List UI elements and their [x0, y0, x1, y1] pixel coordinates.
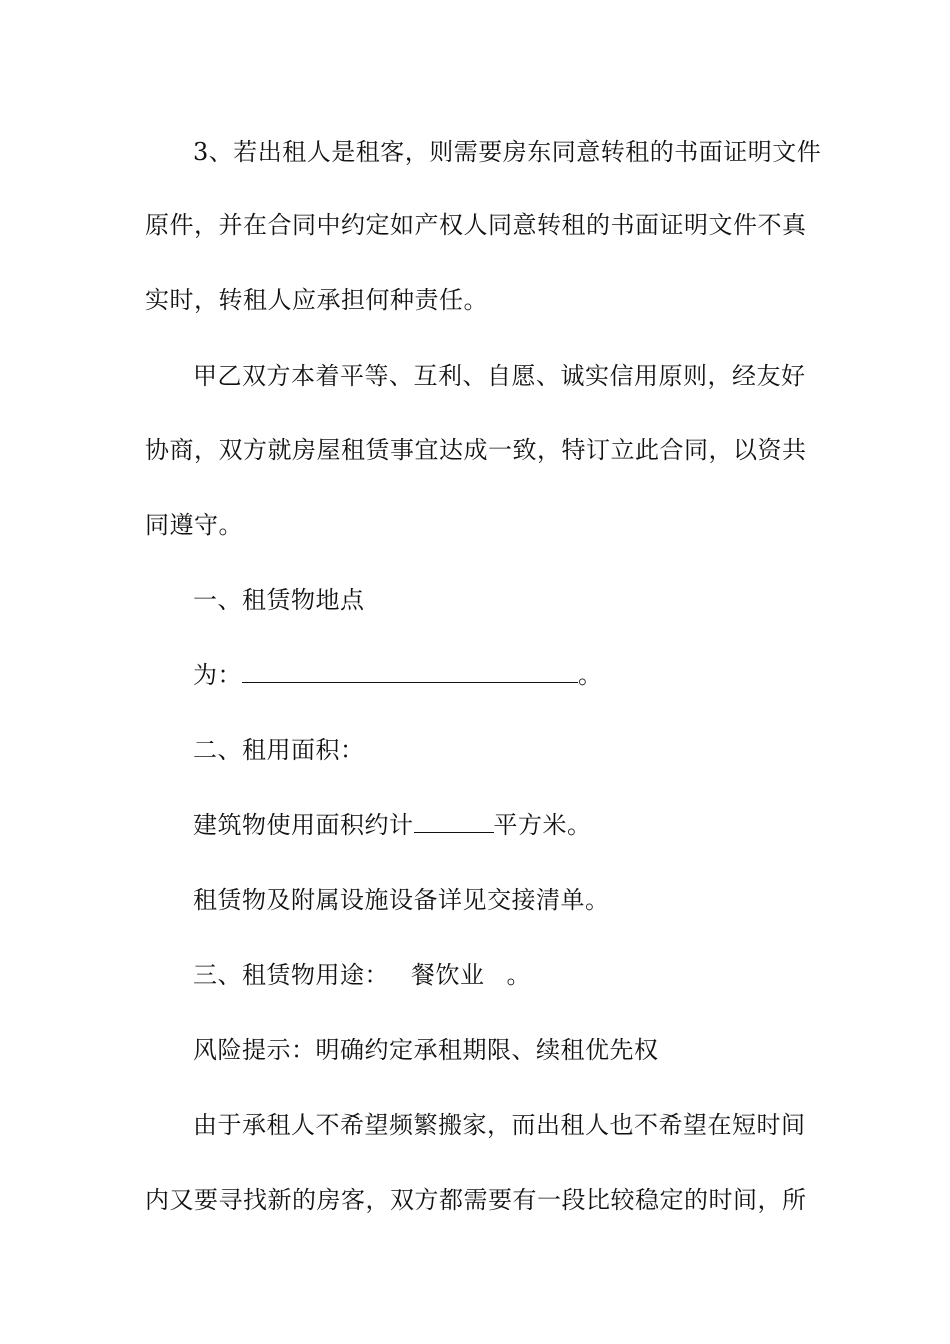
paragraph-line: 租赁物及附属设施设备详见交接清单。	[193, 886, 610, 914]
paragraph-line: 协商，双方就房屋租赁事宜达成一致，特订立此合同，以资共	[145, 436, 807, 464]
section-heading-location: 一、租赁物地点	[193, 586, 365, 614]
area-blank	[414, 806, 494, 833]
section-heading-area: 二、租用面积：	[193, 736, 365, 764]
location-field	[193, 655, 805, 695]
paragraph-line: 由于承租人不希望频繁搬家，而出租人也不希望在短时间	[193, 1111, 806, 1139]
usage-label: 三、租赁物用途：	[193, 961, 389, 989]
paragraph-line: 内又要寻找新的房客，双方都需要有一段比较稳定的时间，所	[145, 1186, 807, 1214]
paragraph-line: 甲乙双方本着平等、互利、自愿、诚实信用原则，经友好	[193, 362, 806, 390]
risk-note: 风险提示：明确约定承租期限、续租优先权	[193, 1036, 659, 1064]
paragraph-line: 3、若出租人是租客，则需要房东同意转租的书面证明文件	[193, 138, 822, 166]
area-prefix: 建筑物使用面积约计	[193, 811, 414, 839]
area-field	[193, 805, 805, 845]
location-suffix: 。	[578, 661, 603, 689]
paragraph-line: 实时，转租人应承担何种责任。	[145, 286, 488, 314]
location-blank	[242, 656, 578, 683]
usage-suffix: 。	[506, 961, 531, 989]
paragraph-line: 原件，并在合同中约定如产权人同意转租的书面证明文件不真	[145, 211, 807, 239]
paragraph-line: 同遵守。	[145, 511, 243, 539]
usage-field	[193, 955, 805, 995]
area-suffix: 平方米。	[493, 811, 592, 839]
location-label: 为：	[193, 661, 242, 689]
usage-value: 餐饮业	[411, 961, 485, 989]
